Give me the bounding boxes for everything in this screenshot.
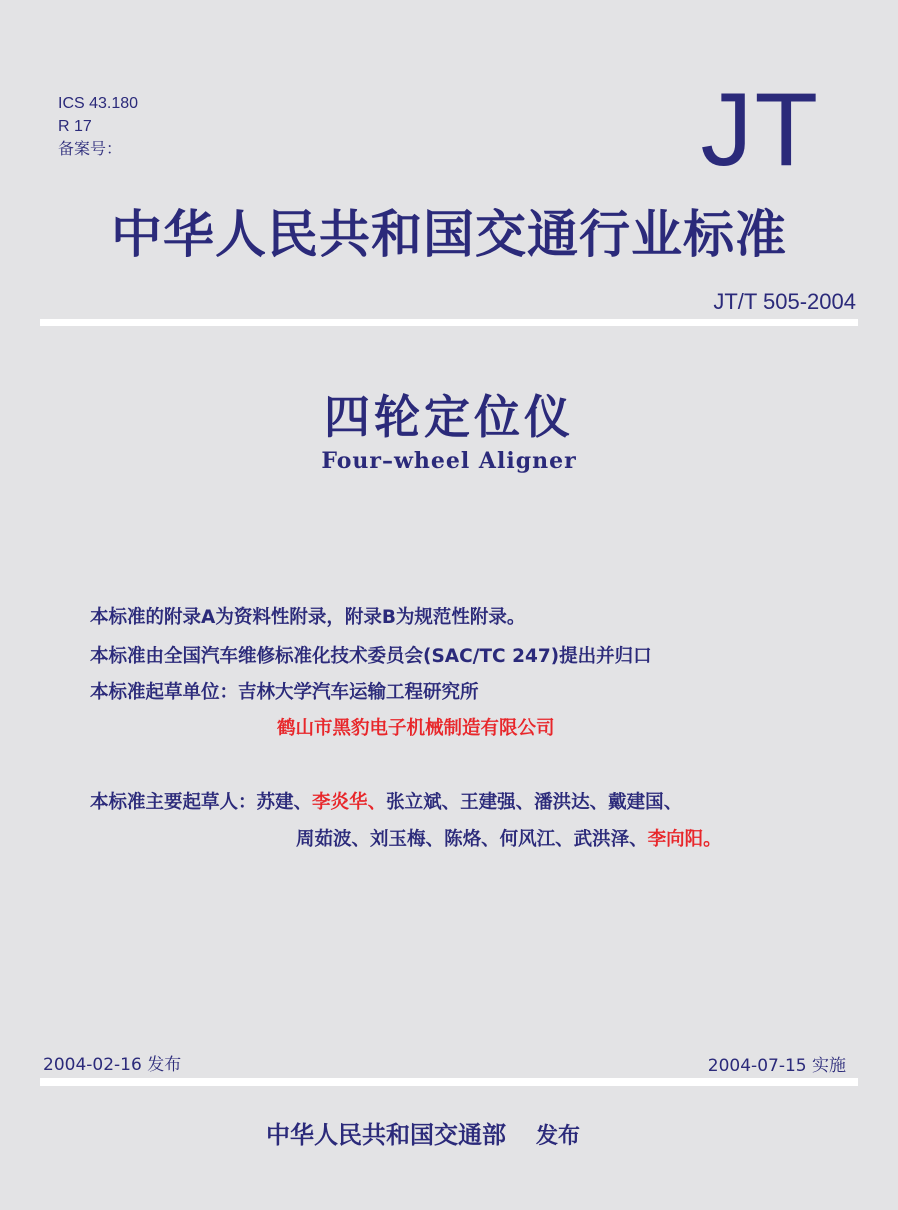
drafting-unit-2: 鹤山市黑豹电子机械制造有限公司 (277, 718, 555, 739)
drafter-separator: 、 (663, 792, 683, 813)
drafter-name: 陈烙 (444, 829, 482, 850)
drafter-separator: 、 (441, 792, 461, 813)
subject-title-cn: 四轮定位仪 (324, 390, 574, 444)
drafters-list-1 (257, 792, 683, 813)
issue-date: 2004-02-16 发布 (43, 1055, 182, 1075)
drafting-unit-1: 吉林大学汽车运输工程研究所 (238, 682, 479, 703)
drafter-name: 李炎华 (312, 792, 368, 813)
drafter-separator: 、 (555, 829, 574, 850)
drafter-name: 张立斌 (386, 792, 442, 813)
implementation-date: 2004-07-15 实施 (707, 1056, 846, 1076)
drafter-separator: 、 (629, 829, 648, 850)
drafting-unit-label: 本标准起草单位： (90, 682, 239, 703)
drafter-name: 苏建 (256, 792, 294, 813)
publisher-line (266, 1119, 580, 1153)
proposed-by-note: 本标准由全国汽车维修标准化技术委员会(SAC/TC 247)提出并归口 (90, 646, 652, 667)
drafter-name: 周茹波 (296, 829, 352, 850)
top-divider (40, 319, 858, 326)
drafter-name: 王建强 (460, 792, 516, 813)
drafters-list-2 (296, 829, 722, 850)
subject-title-en: Four–wheel Aligner (321, 448, 577, 474)
jt-logo: JT (700, 72, 820, 188)
appendix-note: 本标准的附录A为资料性附录，附录B为规范性附录。 (90, 607, 526, 628)
publisher-name: 中华人民共和国交通部 (266, 1121, 506, 1149)
drafter-name: 何风江 (499, 829, 556, 850)
ics-code: ICS 43.180 (58, 95, 139, 112)
drafter-separator: 、 (425, 829, 445, 850)
drafters-line-1 (90, 790, 682, 816)
drafter-separator: 、 (293, 792, 313, 813)
publisher-action: 发布 (536, 1124, 581, 1149)
drafting-unit-note (90, 680, 479, 706)
category-code: R 17 (58, 118, 92, 135)
drafters-line-2 (296, 827, 722, 853)
drafter-separator: 、 (481, 829, 500, 850)
drafters-label: 本标准主要起草人： (90, 792, 257, 813)
drafter-separator: 、 (515, 792, 535, 813)
drafter-name: 戴建国 (608, 792, 664, 813)
drafter-name: 武洪泽 (573, 829, 630, 850)
classification-block (58, 92, 138, 161)
document-title: 中华人民共和国交通行业标准 (110, 206, 787, 265)
drafter-separator: 、 (367, 792, 387, 813)
bottom-divider (40, 1078, 858, 1086)
drafter-separator: 、 (589, 792, 609, 813)
drafter-name: 潘洪达 (534, 792, 590, 813)
drafter-name: 李向阳 (647, 829, 704, 850)
drafter-separator: 、 (351, 829, 371, 850)
drafter-separator: 。 (703, 829, 722, 850)
record-number-label: 备案号： (58, 141, 123, 158)
drafter-name: 刘玉梅 (370, 829, 426, 850)
standard-number: JT/T 505-2004 (713, 289, 856, 314)
